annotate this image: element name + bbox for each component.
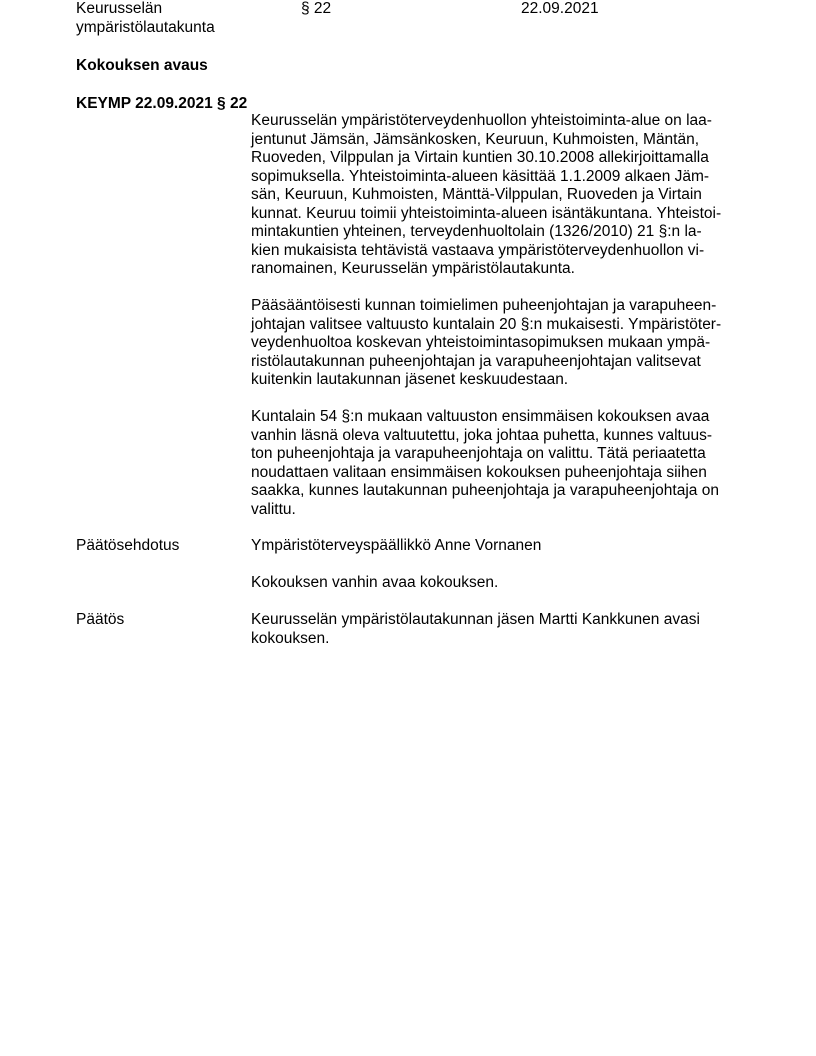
text-line: kunnat. Keuruu toimii yhteistoiminta-alueen isäntäkuntana. Yhteistoi- [251,204,722,222]
text-line: kokouksen. [251,629,330,647]
text-line: Keurusselän ympäristölautakunnan jäsen Martti Kankkunen avasi [251,611,700,628]
text-line: Ympäristöterveyspäällikkö Anne Vornanen [251,537,542,554]
text-line: valittu. [251,500,296,518]
text-line: ristölautakunnan puheenjohtajan ja varapuheenjohtajan valitsevat [251,352,701,370]
proposal-label: Päätösehdotus [76,537,180,554]
text-line: mintakuntien yhteinen, terveydenhuoltolain (1326/2010) 21 §:n la- [251,223,702,240]
body-paragraph-2 [251,297,751,390]
text-line: veydenhuoltoa koskevan yhteistoimintasopimuksen mukaan ympä- [251,334,711,351]
organization-line: Keurusselän [76,0,163,17]
body-paragraph-1 [251,112,751,279]
body-paragraph-3 [251,408,751,519]
text-line: ranomainen, Keurusselän ympäristölautakunta. [251,260,575,277]
section-number: § 22 [301,0,332,17]
organization-line: ympäristölautakunta [76,18,215,36]
text-line: noudattaen valitaan ensimmäisen kokouksen puheenjohtaja siihen [251,463,707,481]
meeting-date: 22.09.2021 [521,0,599,17]
text-line: Pääsääntöisesti kunnan toimielimen puheenjohtajan ja varapuheen- [251,297,717,314]
text-line: Keurusselän ympäristöterveydenhuollon yhteistoiminta-alue on laa- [251,112,712,129]
decision-label: Päätös [76,611,125,628]
text-line: ton puheenjohtaja ja varapuheenjohtaja on valittu. Tätä periaatetta [251,445,706,462]
item-reference: KEYMP 22.09.2021 § 22 [76,95,248,112]
text-line: jentunut Jämsän, Jämsänkosken, Keuruun, Kuhmoisten, Mäntän, [251,130,700,148]
item-title: Kokouksen avaus [76,57,208,74]
organization-name [76,0,215,37]
proposal-presenter [251,537,751,556]
text-line: johtajan valitsee valtuusto kuntalain 20 §:n mukaisesti. Ympäristöter- [251,315,722,333]
text-line: saakka, kunnes lautakunnan puheenjohtaja ja varapuheenjohtaja on [251,482,719,499]
text-line: sän, Keuruun, Kuhmoisten, Mänttä-Vilppulan, Ruoveden ja Virtain [251,186,702,203]
text-line: kuitenkin lautakunnan jäsenet keskuudestaan. [251,371,569,388]
text-line: Ruoveden, Vilppulan ja Virtain kuntien 30.10.2008 allekirjoittamalla [251,149,709,166]
text-line: vanhin läsnä oleva valtuutettu, joka johtaa puhetta, kunnes valtuus- [251,426,713,444]
text-line: sopimuksella. Yhteistoiminta-alueen käsittää 1.1.2009 alkaen Jäm- [251,167,710,185]
proposal-text [251,574,751,593]
text-line: kien mukaisista tehtävistä vastaava ympäristöterveydenhuollon vi- [251,241,705,259]
text-line: Kuntalain 54 §:n mukaan valtuuston ensimmäisen kokouksen avaa [251,408,710,425]
text-line: Kokouksen vanhin avaa kokouksen. [251,574,499,591]
decision-text [251,611,751,648]
